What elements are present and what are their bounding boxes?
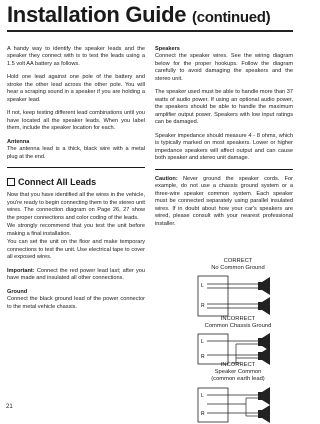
wiring-diagram-correct-graphic (196, 274, 280, 318)
speakers-text-1: Connect the speaker wires. See the wiring diagram below for the proper hookups. Follow the diagram carefully to avoid damaging the speakers and the stereo unit. (155, 53, 293, 82)
wiring-diagram-correct (190, 258, 286, 318)
ground-text: Connect the black ground lead of the power connector to the metal vehicle chassis. (7, 296, 145, 310)
caution-text: Never ground the speaker cords. For example, do not use a chassis ground system or a three-wire speaker common system. Each speaker must be connected separately using parallel insulated wires. If in doubt about how your car's speakers are wired, please consult with your nearest professional installer. (155, 175, 293, 227)
speaker-icon (258, 277, 270, 295)
wiring-diagram-chassis-ground (190, 316, 286, 366)
diagram-correct-status: CORRECT (223, 258, 253, 264)
caution-divider (155, 169, 293, 170)
important-paragraph (7, 268, 145, 283)
connect-leads-heading-text: Connect All Leads (18, 177, 97, 188)
speakers-heading: Speakers (155, 46, 180, 52)
page-number: 21 (6, 404, 13, 410)
speakers-paragraph-2: The speaker used must be able to handle more than 37 watts of audio power. If using an optional audio power, the speakers should be able to handle the maximum amplifier output power. Speakers with low input ratings can be damaged. (155, 89, 293, 126)
speaker-icon (258, 297, 270, 315)
test-result-paragraph: If not, keep testing different lead combinations until you have located all the speaker leads. When you label them, include the speaker location for each. (7, 110, 145, 132)
connect-paragraph-3: You can set the unit on the floor and make temporary connections to test the unit. Use electrical tape to cover all exposed wires. (7, 239, 145, 261)
caution-paragraph (155, 176, 293, 228)
left-channel-label: L (201, 392, 204, 399)
intro-paragraph: A handy way to identify the speaker leads and the speaker they connect with is to test the leads using a 1.5 volt AA battery as follows. (7, 46, 145, 67)
connect-paragraph-2: We strongly recommend that you test the unit before making a final installation. (7, 223, 145, 237)
wiring-diagram-common-graphic (196, 386, 280, 424)
antenna-text: The antenna lead is a thick, black wire with a metal plug at the end. (7, 146, 145, 160)
title-rule (7, 30, 293, 32)
ground-heading: Ground (7, 288, 28, 295)
stereo-unit-box (198, 276, 228, 316)
left-column (7, 46, 145, 317)
test-steps-paragraph: Hold one lead against one pole of the battery and stroke the other lead across the other pole. You will hear a scraping sound in a speaker if you are holding a speaker lead. (7, 74, 145, 103)
diagram-common-caption: Speaker Common (214, 369, 262, 376)
right-column (155, 46, 293, 234)
speaker-icon (258, 387, 270, 405)
antenna-heading: Antenna (7, 138, 30, 145)
diagram-chassis-caption: Common Chassis Ground (204, 323, 272, 330)
speaker-icon (258, 405, 270, 423)
page-title (7, 2, 270, 28)
important-text: Connect the red power lead last; after you have made and insulated all other connections. (7, 267, 145, 282)
diagram-correct-caption: No Common Ground (211, 265, 265, 272)
diagram-common-subcaption: (common earth lead) (211, 376, 265, 383)
left-channel-label: L (201, 283, 204, 290)
caution-label: Caution: (155, 175, 178, 182)
right-channel-label: R (201, 410, 205, 417)
title-subtitle: (continued) (192, 9, 271, 26)
checkbox-square-icon (7, 178, 15, 186)
title-main: Installation Guide (7, 2, 187, 27)
diagram-common-status: INCORRECT (220, 362, 256, 368)
right-channel-label: R (201, 354, 205, 361)
important-label: Important: (7, 267, 35, 274)
right-channel-label: R (201, 303, 205, 310)
antenna-section (7, 139, 145, 161)
connect-paragraph-1: Now that you have identified all the wires in the vehicle, you're ready to begin connecting them to the stereo unit wires. The connection diagram on Page 26, 27 show the proper connections and color coding of the leads. (7, 192, 145, 221)
speakers-paragraph-3: Speaker impedance should measure 4 - 8 ohms, which is typically marked on most speakers. Lower or higher impedance speakers will affect output and can cause both speaker and stereo unit damage. (155, 132, 293, 162)
connect-leads-heading (7, 176, 145, 188)
diagram-chassis-status: INCORRECT (220, 316, 256, 322)
section-divider (7, 167, 145, 168)
left-channel-label: L (201, 339, 204, 346)
wiring-diagram-speaker-common (190, 362, 286, 424)
speakers-section (155, 46, 293, 83)
ground-section (7, 289, 145, 311)
